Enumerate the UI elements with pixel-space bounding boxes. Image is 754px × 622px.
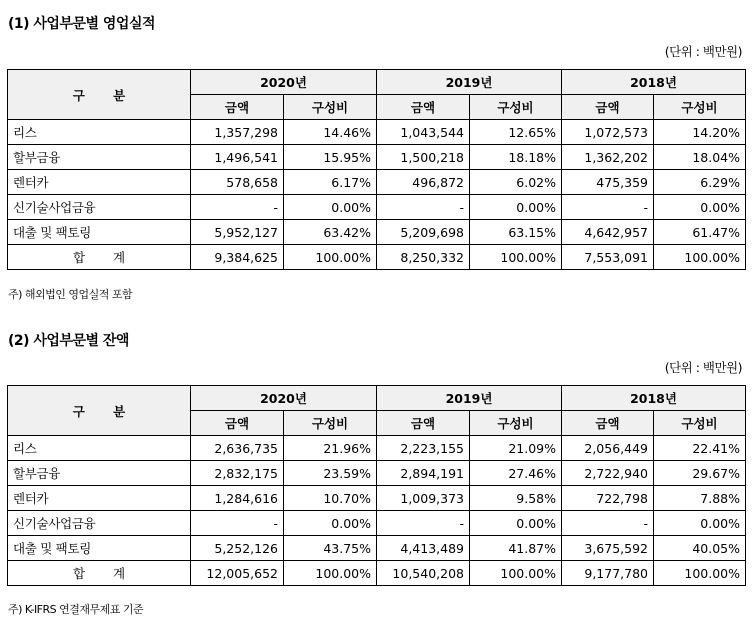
ratio-cell: 40.05% (654, 536, 746, 561)
amount-cell: - (562, 511, 654, 536)
ratio-cell: 41.87% (470, 536, 562, 561)
amount-cell: 496,872 (377, 170, 470, 195)
amount-cell: 7,553,091 (562, 245, 654, 270)
row-label: 대출 및 팩토링 (8, 220, 191, 245)
ratio-cell: 61.47% (654, 220, 746, 245)
header-gubun: 구 분 (8, 70, 191, 120)
table-body (8, 436, 746, 586)
amount-cell: 5,952,127 (191, 220, 284, 245)
ratio-cell: 21.09% (470, 436, 562, 461)
header-amount: 금액 (562, 95, 654, 120)
amount-cell: 4,642,957 (562, 220, 654, 245)
ratio-cell: 0.00% (284, 511, 377, 536)
table-row (8, 220, 746, 245)
table-row (8, 536, 746, 561)
amount-cell: 1,500,218 (377, 145, 470, 170)
header-ratio: 구성비 (284, 411, 377, 436)
ratio-cell: 100.00% (654, 561, 746, 586)
ratio-cell: 0.00% (470, 511, 562, 536)
section1-title: (1) 사업부문별 영업실적 (8, 16, 156, 32)
ratio-cell: 63.42% (284, 220, 377, 245)
ratio-cell: 0.00% (470, 195, 562, 220)
ratio-cell: 6.02% (470, 170, 562, 195)
table-row (8, 145, 746, 170)
row-label: 할부금융 (8, 461, 191, 486)
row-label: 신기술사업금융 (8, 511, 191, 536)
ratio-cell: 18.18% (470, 145, 562, 170)
operating-results-table (7, 69, 746, 270)
header-amount: 금액 (377, 411, 470, 436)
header-year: 2020년 (191, 386, 377, 411)
amount-cell: 1,284,616 (191, 486, 284, 511)
ratio-cell: 27.46% (470, 461, 562, 486)
row-label: 신기술사업금융 (8, 195, 191, 220)
header-amount: 금액 (191, 411, 284, 436)
header-gubun: 구 분 (8, 386, 191, 436)
header-ratio: 구성비 (284, 95, 377, 120)
header-year: 2019년 (377, 386, 562, 411)
total-label: 합 계 (8, 561, 191, 586)
section2-title: (2) 사업부문별 잔액 (8, 333, 129, 349)
header-ratio: 구성비 (654, 95, 746, 120)
amount-cell: 1,496,541 (191, 145, 284, 170)
ratio-cell: 63.15% (470, 220, 562, 245)
row-label: 렌터카 (8, 170, 191, 195)
section2-unit: (단위 : 백만원) (664, 360, 742, 375)
amount-cell: 8,250,332 (377, 245, 470, 270)
amount-cell: 1,043,544 (377, 120, 470, 145)
section1-unit: (단위 : 백만원) (664, 44, 742, 59)
amount-cell: 1,072,573 (562, 120, 654, 145)
header-year: 2019년 (377, 70, 562, 95)
section1-note: 주) 해외법인 영업실적 포함 (8, 288, 133, 301)
amount-cell: 12,005,652 (191, 561, 284, 586)
amount-cell: 722,798 (562, 486, 654, 511)
balance-table (7, 385, 746, 586)
row-label: 대출 및 팩토링 (8, 536, 191, 561)
amount-cell: 1,362,202 (562, 145, 654, 170)
total-row (8, 561, 746, 586)
ratio-cell: 22.41% (654, 436, 746, 461)
table-row (8, 120, 746, 145)
table-row (8, 511, 746, 536)
amount-cell: 5,209,698 (377, 220, 470, 245)
amount-cell: - (191, 511, 284, 536)
amount-cell: 2,832,175 (191, 461, 284, 486)
ratio-cell: 43.75% (284, 536, 377, 561)
amount-cell: - (191, 195, 284, 220)
ratio-cell: 100.00% (470, 561, 562, 586)
section2-note: 주) K-IFRS 연결재무제표 기준 (8, 603, 144, 616)
amount-cell: 5,252,126 (191, 536, 284, 561)
table-row (8, 486, 746, 511)
amount-cell: 1,357,298 (191, 120, 284, 145)
header-amount: 금액 (562, 411, 654, 436)
amount-cell: 2,894,191 (377, 461, 470, 486)
amount-cell: 1,009,373 (377, 486, 470, 511)
total-row (8, 245, 746, 270)
ratio-cell: 18.04% (654, 145, 746, 170)
table-row (8, 436, 746, 461)
ratio-cell: 100.00% (654, 245, 746, 270)
amount-cell: 3,675,592 (562, 536, 654, 561)
ratio-cell: 14.46% (284, 120, 377, 145)
header-ratio: 구성비 (470, 95, 562, 120)
row-label: 렌터카 (8, 486, 191, 511)
row-label: 할부금융 (8, 145, 191, 170)
ratio-cell: 0.00% (654, 511, 746, 536)
ratio-cell: 7.88% (654, 486, 746, 511)
ratio-cell: 29.67% (654, 461, 746, 486)
amount-cell: 2,056,449 (562, 436, 654, 461)
amount-cell: 2,223,155 (377, 436, 470, 461)
ratio-cell: 100.00% (284, 561, 377, 586)
amount-cell: - (377, 195, 470, 220)
table-body (8, 120, 746, 270)
ratio-cell: 6.29% (654, 170, 746, 195)
amount-cell: - (377, 511, 470, 536)
header-year: 2018년 (562, 386, 746, 411)
amount-cell: 4,413,489 (377, 536, 470, 561)
ratio-cell: 6.17% (284, 170, 377, 195)
ratio-cell: 12.65% (470, 120, 562, 145)
table-row (8, 195, 746, 220)
total-label: 합 계 (8, 245, 191, 270)
ratio-cell: 0.00% (654, 195, 746, 220)
row-label: 리스 (8, 436, 191, 461)
ratio-cell: 15.95% (284, 145, 377, 170)
ratio-cell: 0.00% (284, 195, 377, 220)
row-label: 리스 (8, 120, 191, 145)
ratio-cell: 10.70% (284, 486, 377, 511)
header-ratio: 구성비 (470, 411, 562, 436)
table-row (8, 170, 746, 195)
header-year: 2020년 (191, 70, 377, 95)
header-amount: 금액 (191, 95, 284, 120)
amount-cell: 9,177,780 (562, 561, 654, 586)
header-ratio: 구성비 (654, 411, 746, 436)
amount-cell: 2,636,735 (191, 436, 284, 461)
ratio-cell: 21.96% (284, 436, 377, 461)
ratio-cell: 9.58% (470, 486, 562, 511)
ratio-cell: 100.00% (470, 245, 562, 270)
amount-cell: 2,722,940 (562, 461, 654, 486)
table-row (8, 461, 746, 486)
amount-cell: 9,384,625 (191, 245, 284, 270)
header-amount: 금액 (377, 95, 470, 120)
ratio-cell: 14.20% (654, 120, 746, 145)
amount-cell: - (562, 195, 654, 220)
ratio-cell: 100.00% (284, 245, 377, 270)
amount-cell: 10,540,208 (377, 561, 470, 586)
amount-cell: 578,658 (191, 170, 284, 195)
ratio-cell: 23.59% (284, 461, 377, 486)
header-year: 2018년 (562, 70, 746, 95)
amount-cell: 475,359 (562, 170, 654, 195)
